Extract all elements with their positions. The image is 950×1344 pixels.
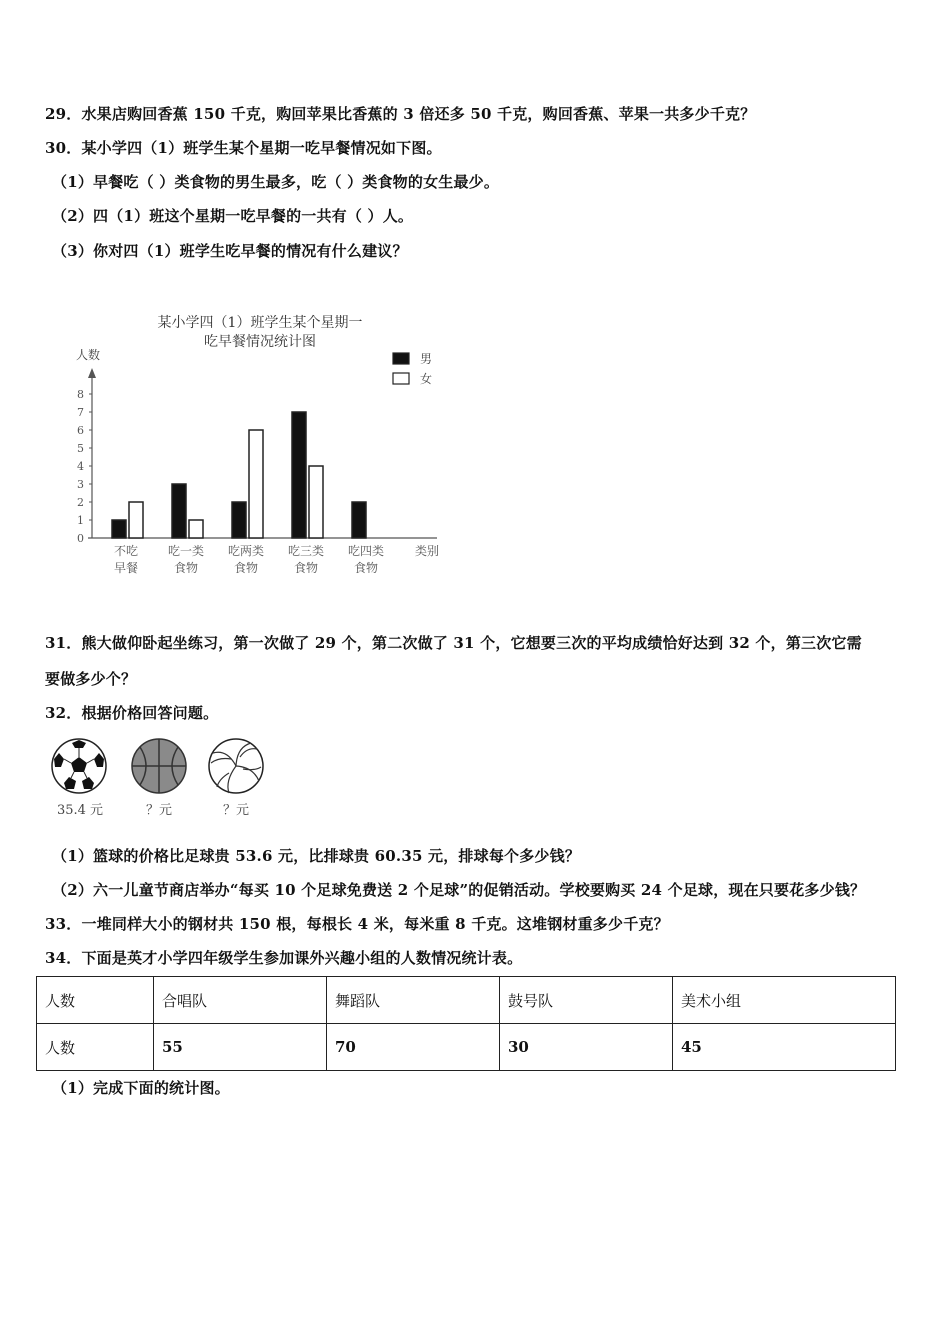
x-tick-label: 早餐: [113, 561, 139, 575]
x-tick-label: 食物: [293, 561, 319, 575]
table-cell: 人数: [37, 1024, 154, 1071]
question-31-line-1: 31．熊大做仰卧起坐练习，第一次做了 29 个，第二次做了 31 个，它想要三次的平均成绩恰好达到 32 个，第三次它需: [45, 634, 862, 652]
y-tick-label: 2: [77, 496, 84, 509]
x-tick-label: 食物: [173, 561, 199, 575]
bar-male: [292, 412, 306, 538]
legend-label: 男: [420, 352, 433, 366]
chart-subtitle: 吃早餐情况统计图: [204, 334, 316, 350]
bar-female: [249, 430, 263, 538]
breakfast-bar-chart: [60, 305, 460, 595]
legend-swatch: [393, 353, 409, 364]
table-cell: 30: [500, 1024, 673, 1071]
question-30-part-2: （2）四（1）班这个星期一吃早餐的一共有（ ）人。: [52, 207, 414, 225]
table-cell: 人数: [37, 977, 154, 1024]
interest-group-table: [36, 976, 896, 1071]
y-tick-label: 6: [77, 424, 84, 437]
legend-label: 女: [420, 372, 433, 386]
question-33: 33．一堆同样大小的钢材共 150 根，每根长 4 米，每米重 8 千克。这堆钢材重多少千克？: [45, 915, 669, 933]
legend-swatch: [393, 373, 409, 384]
question-32: 32．根据价格回答问题。: [45, 704, 219, 722]
y-tick-label: 7: [77, 406, 84, 419]
table-cell: 舞蹈队: [327, 977, 500, 1024]
question-34-part-1: （1）完成下面的统计图。: [52, 1079, 230, 1097]
bar-male: [232, 502, 246, 538]
x-tick-label: 吃三类: [287, 544, 325, 558]
question-30-part-1: （1）早餐吃（ ）类食物的男生最多，吃（ ）类食物的女生最少。: [52, 173, 500, 191]
y-tick-label: 4: [77, 460, 84, 473]
table-cell: 合唱队: [154, 977, 327, 1024]
table-cell: 55: [154, 1024, 327, 1071]
basketball-price-label: ？元: [145, 803, 172, 818]
x-tick-label: 食物: [353, 561, 379, 575]
y-tick-label: 8: [77, 388, 84, 401]
table-header-row: [37, 977, 896, 1024]
soccer-ball-icon: [50, 737, 108, 795]
y-tick-label: 3: [77, 478, 84, 491]
table-row: [37, 1024, 896, 1071]
bar-female: [309, 466, 323, 538]
bar-female: [129, 502, 143, 538]
bar-male: [172, 484, 186, 538]
y-tick-label: 1: [77, 514, 84, 527]
x-tick-label: 吃两类: [227, 544, 265, 558]
table-cell: 鼓号队: [500, 977, 673, 1024]
bar-male: [352, 502, 366, 538]
x-axis-label: 类别: [414, 544, 440, 558]
bar-male: [112, 520, 126, 538]
volleyball-price-label: ？元: [222, 803, 249, 818]
question-32-part-1: （1）篮球的价格比足球贵 53.6 元，比排球贵 60.35 元，排球每个多少钱？: [52, 847, 581, 865]
x-tick-label: 吃一类: [167, 544, 205, 558]
x-tick-label: 食物: [233, 561, 259, 575]
question-30-part-3: （3）你对四（1）班学生吃早餐的情况有什么建议？: [52, 242, 408, 260]
question-29: 29．水果店购回香蕉 150 千克，购回苹果比香蕉的 3 倍还多 50 千克，购回香蕉、苹果一共多少千克？: [45, 105, 756, 123]
question-32-part-2: （2）六一儿童节商店举办“每买 10 个足球免费送 2 个足球”的促销活动。学校要购买 24 个足球，现在只要花多少钱？: [52, 881, 866, 899]
table-cell: 45: [673, 1024, 896, 1071]
x-tick-label: 吃四类: [347, 544, 385, 558]
question-34: 34．下面是英才小学四年级学生参加课外兴趣小组的人数情况统计表。: [45, 949, 523, 967]
question-31-line-2: 要做多少个？: [45, 670, 137, 688]
volleyball-icon: [207, 737, 265, 795]
y-tick-label: 5: [77, 442, 84, 455]
table-cell: 美术小组: [673, 977, 896, 1024]
question-30: 30．某小学四（1）班学生某个星期一吃早餐情况如下图。: [45, 139, 442, 157]
bar-female: [189, 520, 203, 538]
table-cell: 70: [327, 1024, 500, 1071]
y-tick-label: 0: [77, 532, 84, 545]
chart-title: 某小学四（1）班学生某个星期一: [157, 315, 363, 331]
y-axis-label: 人数: [76, 348, 101, 362]
x-tick-label: 不吃: [113, 544, 139, 558]
basketball-icon: [130, 737, 188, 795]
y-axis-arrow: [88, 368, 96, 378]
soccer-price-label: 35.4 元: [56, 803, 104, 818]
